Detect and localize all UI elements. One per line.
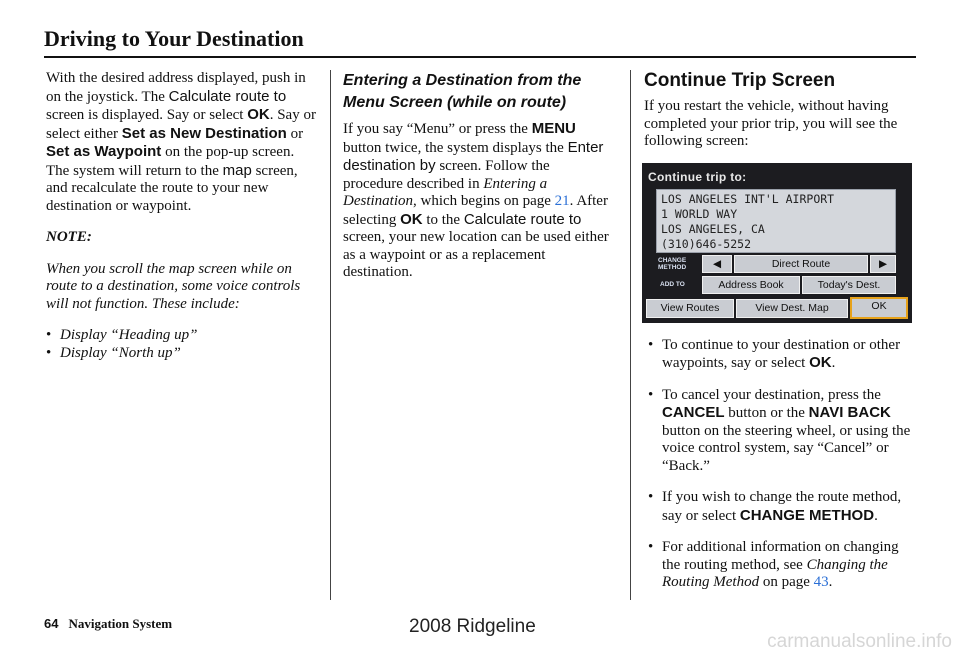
section-heading: Entering a Destination from the Menu Screen (while on route) [343, 72, 582, 111]
instruction-item [644, 539, 920, 592]
add-to-label: ADD TO [660, 280, 685, 288]
address-line: LOS ANGELES, CA [661, 221, 765, 236]
text-run: For additional information on changing the routing method, see [662, 539, 899, 573]
note-item: • Display “North up” [46, 345, 316, 363]
page-number: 64 [44, 616, 59, 631]
text-run: . [874, 507, 878, 524]
text-run: button on the steering wheel, or using the voice control system, say “Cancel” or “Back.” [662, 422, 911, 474]
instruction-item [644, 387, 920, 476]
instruction-item [644, 489, 920, 525]
ui-button-term: Set as New Destination [121, 124, 287, 142]
ui-button-term: MENU [531, 120, 576, 137]
site-watermark: carmanualsonline.info [767, 631, 952, 652]
text-run: . [828, 574, 833, 590]
page-link[interactable]: 43 [813, 574, 829, 590]
ui-button-term: CANCEL [662, 404, 725, 421]
text-run: , which begins on page [413, 193, 555, 209]
continue-trip-screenshot [642, 163, 912, 323]
cross-reference-title: Changing the Routing Method [662, 556, 888, 590]
address-book-button[interactable]: Address Book [702, 276, 800, 294]
ui-term: map [222, 161, 252, 179]
page-footer [44, 616, 172, 632]
next-method-button[interactable]: ▶ [870, 255, 896, 273]
view-dest-map-button[interactable]: View Dest. Map [736, 299, 848, 318]
instruction-item [644, 337, 920, 373]
ui-button-term: CHANGE METHOD [739, 506, 875, 524]
address-line: 1 WORLD WAY [661, 206, 738, 221]
text-run: . Say or select either [46, 107, 316, 142]
text-run: To continue to your destination or other waypoints, say or select [662, 336, 901, 371]
address-box [656, 189, 896, 253]
change-method-label: CHANGE METHOD [658, 256, 687, 271]
instruction-list [644, 337, 920, 592]
screen-header: Continue trip to: [648, 169, 747, 184]
view-routes-button[interactable]: View Routes [646, 299, 734, 318]
column-3 [644, 70, 920, 606]
ok-button[interactable]: OK [850, 297, 908, 319]
note-heading: NOTE: [46, 229, 92, 245]
text-run: . [831, 355, 836, 371]
ui-term: Enter destination by [343, 138, 604, 174]
page-title: Driving to Your Destination [44, 26, 304, 51]
ui-button-term: OK [247, 106, 270, 123]
text-run: screen is displayed. Say or select [46, 107, 248, 123]
text-run: If you wish to change the route method, say or select [662, 489, 902, 524]
note-list [46, 327, 316, 362]
paragraph-calculate-route [46, 70, 316, 215]
text-run: . After selecting [343, 193, 608, 228]
text-run: If you say “Menu” or press the [343, 121, 532, 137]
ui-button-term: NAVI BACK [808, 404, 891, 421]
footer-section: Navigation System [68, 616, 173, 631]
section-heading: Continue Trip Screen [644, 70, 836, 91]
text-run: With the desired address displayed, push in on the joystick. The [46, 70, 306, 105]
text-run: button or the [724, 405, 809, 421]
paragraph-menu-screen [343, 120, 613, 282]
cross-reference-title: Entering a Destination [343, 175, 548, 209]
column-divider [630, 70, 631, 600]
text-run: To cancel your destination, press the [662, 386, 881, 403]
ui-term: Calculate route to [168, 87, 287, 105]
column-1 [46, 70, 316, 362]
text-run: or [286, 125, 304, 142]
route-method-value: Direct Route [734, 255, 868, 273]
column-divider [330, 70, 331, 600]
text-run: to the [422, 211, 464, 228]
paragraph-intro: If you restart the vehicle, without having completed your prior trip, you will see the following screen: [644, 98, 898, 149]
todays-dest-button[interactable]: Today's Dest. [802, 276, 896, 294]
note-item: • Display “Heading up” [46, 327, 316, 345]
ui-button-term: Set as Waypoint [46, 143, 162, 160]
note-body: When you scroll the map screen while on route to a destination, some voice controls will not function. These include: [46, 260, 301, 312]
ui-button-term: OK [400, 210, 423, 228]
page-link[interactable]: 21 [554, 193, 570, 209]
ui-term: Calculate route to [463, 210, 582, 228]
ui-button-term: OK [809, 354, 832, 371]
address-line: LOS ANGELES INT'L AIRPORT [661, 191, 835, 206]
text-run: on page [759, 574, 814, 590]
address-line: (310)646-5252 [661, 236, 752, 251]
column-2 [343, 70, 613, 296]
text-run: screen, and recalculate the route to your new destination or waypoint. [46, 162, 298, 214]
text-run: on the pop-up screen. The system will return to the [46, 144, 295, 179]
title-rule [44, 56, 916, 58]
text-run: screen, your new location can be used either as a waypoint or as a replacement destination. [343, 229, 609, 280]
model-watermark: 2008 Ridgeline [409, 616, 536, 637]
previous-method-button[interactable]: ◀ [702, 255, 732, 273]
text-run: screen. Follow the procedure described in [343, 158, 550, 192]
text-run: button twice, the system displays the [343, 139, 568, 156]
